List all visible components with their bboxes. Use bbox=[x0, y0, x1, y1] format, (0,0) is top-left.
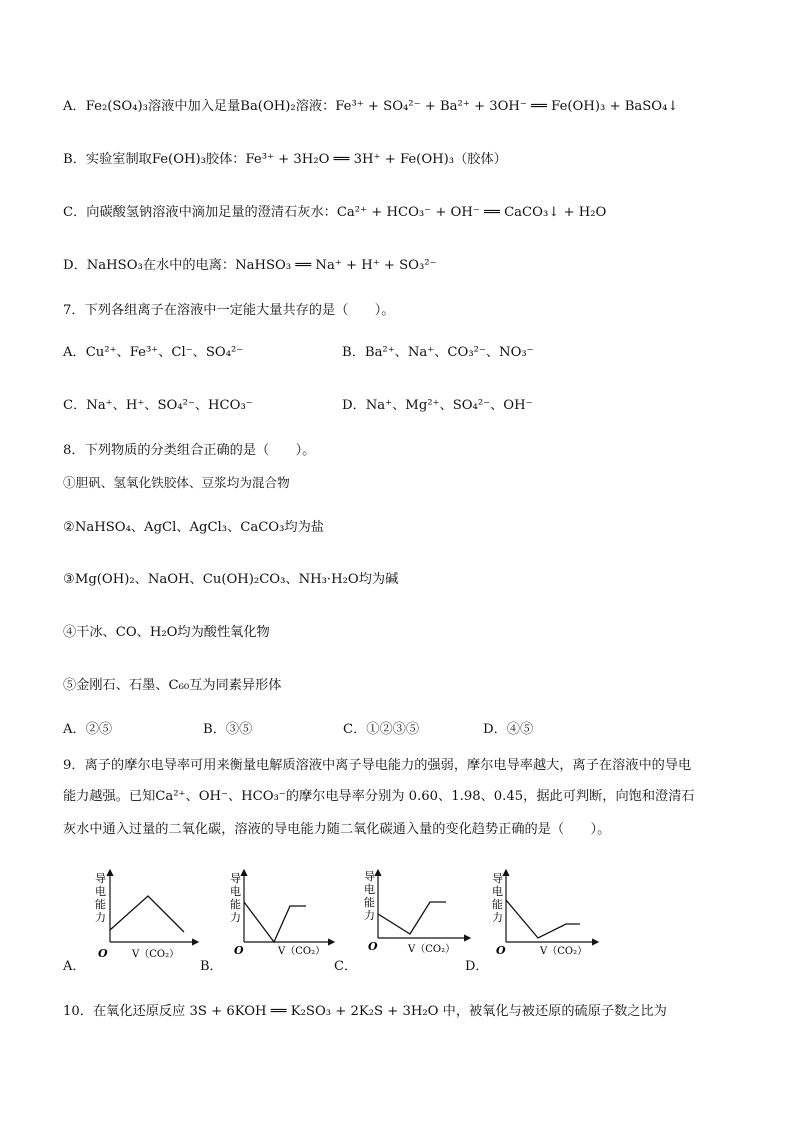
ylabel-1: 电 bbox=[492, 885, 503, 898]
ylabel-0: 导 bbox=[364, 870, 375, 883]
xlabel: V（CO₂） bbox=[540, 946, 588, 957]
q9-line-3: 灰水中通入过量的二氧化碳，溶液的导电能力随二氧化碳通入量的变化趋势正确的是（ ）。 bbox=[63, 822, 611, 837]
curve bbox=[244, 902, 306, 942]
ylabel-0: 导 bbox=[230, 872, 241, 885]
q9-label-d: D． bbox=[465, 959, 489, 974]
q8-item-1: ①胆矾、氢氧化铁胶体、豆浆均为混合物 bbox=[63, 475, 290, 490]
q8-item-3: ③Mg(OH)₂、NaOH、Cu(OH)₂CO₃、NH₃·H₂O均为碱 bbox=[63, 572, 399, 587]
curve bbox=[378, 902, 446, 934]
ylabel-2: 能 bbox=[492, 898, 503, 911]
q9-line-1: 9．离子的摩尔电导率可用来衡量电解质溶液中离子导电能力的强弱，摩尔电导率越大，离子在溶液中的导电 bbox=[63, 758, 692, 773]
q8-item-2: ②NaHSO₄、AgCl、AgCl₃、CaCO₃均为盐 bbox=[63, 520, 324, 535]
q8-item-5: ⑤金刚石、石墨、C₆₀互为同素异形体 bbox=[63, 678, 282, 693]
q9-label-c: C． bbox=[334, 959, 357, 974]
q9-graph-c bbox=[364, 862, 474, 962]
ylabel-3: 力 bbox=[364, 909, 375, 922]
origin: O bbox=[98, 947, 108, 960]
q9-graph-d-svg bbox=[492, 862, 602, 962]
q8-item-4: ④干冰、CO、H₂O均为酸性氧化物 bbox=[63, 625, 270, 640]
q9-label-b: B． bbox=[200, 959, 223, 974]
origin: O bbox=[234, 944, 244, 957]
q8-option-c: C．①②③⑤ bbox=[343, 722, 420, 737]
curve bbox=[506, 900, 580, 938]
q9-graph-c-svg bbox=[364, 862, 474, 962]
ylabel-1: 电 bbox=[95, 885, 106, 898]
ylabel-1: 电 bbox=[230, 885, 241, 898]
q7-option-d: D．Na⁺、Mg²⁺、SO₄²⁻、OH⁻ bbox=[342, 398, 533, 413]
q9-graph-a bbox=[92, 862, 202, 962]
ylabel-2: 能 bbox=[230, 898, 241, 911]
ylabel-1: 电 bbox=[364, 883, 375, 896]
q7-stem: 7．下列各组离子在溶液中一定能大量共存的是（ ）。 bbox=[63, 303, 395, 318]
ylabel-0: 导 bbox=[95, 872, 106, 885]
q9-graph-d bbox=[492, 862, 602, 962]
ylabel-3: 力 bbox=[95, 911, 106, 924]
q6-option-c: C．向碳酸氢钠溶液中滴加足量的澄清石灰水：Ca²⁺ + HCO₃⁻ + OH⁻ ══ CaCO₃↓ + H₂O bbox=[63, 205, 607, 220]
ylabel-3: 力 bbox=[230, 911, 241, 924]
q6-option-d: D．NaHSO₃在水中的电离：NaHSO₃ ══ Na⁺ + H⁺ + SO₃²⁻ bbox=[63, 258, 437, 273]
q6-option-a: A．Fe₂(SO₄)₃溶液中加入足量Ba(OH)₂溶液：Fe³⁺ + SO₄²⁻ + Ba²⁺ + 3OH⁻ ══ Fe(OH)₃ + BaSO₄↓ bbox=[63, 99, 679, 114]
q9-line-2: 能力越强。已知Ca²⁺、OH⁻、HCO₃⁻的摩尔电导率分别为 0.60、1.98、0.45，据此可判断，向饱和澄清石 bbox=[63, 789, 695, 804]
q10-stem: 10．在氧化还原反应 3S + 6KOH ══ K₂SO₃ + 2K₂S + 3H₂O 中，被氧化与被还原的硫原子数之比为 bbox=[63, 1004, 667, 1019]
origin: O bbox=[368, 940, 378, 953]
ylabel-2: 能 bbox=[364, 896, 375, 909]
q8-stem: 8．下列物质的分类组合正确的是（ ）。 bbox=[63, 443, 316, 458]
ylabel-3: 力 bbox=[492, 911, 503, 924]
q8-option-a: A．②⑤ bbox=[63, 722, 113, 737]
q9-graph-a-svg bbox=[92, 862, 202, 962]
q7-option-b: B．Ba²⁺、Na⁺、CO₃²⁻、NO₃⁻ bbox=[342, 345, 534, 360]
q8-option-d: D．④⑤ bbox=[483, 722, 534, 737]
q7-option-c: C．Na⁺、H⁺、SO₄²⁻、HCO₃⁻ bbox=[63, 398, 253, 413]
q8-option-b: B．③⑤ bbox=[203, 722, 253, 737]
q6-option-b: B．实验室制取Fe(OH)₃胶体：Fe³⁺ + 3H₂O ══ 3H⁺ + Fe(OH)₃（胶体） bbox=[63, 152, 507, 167]
curve bbox=[110, 896, 184, 932]
q9-label-a: A． bbox=[63, 959, 86, 974]
q7-option-a: A．Cu²⁺、Fe³⁺、Cl⁻、SO₄²⁻ bbox=[63, 345, 244, 360]
q9-graph-b bbox=[230, 862, 340, 962]
origin: O bbox=[496, 944, 506, 957]
xlabel: V（CO₂） bbox=[278, 946, 326, 957]
xlabel: V（CO₂） bbox=[132, 949, 180, 960]
xlabel: V（CO₂） bbox=[408, 944, 456, 955]
q9-graph-b-svg bbox=[230, 862, 340, 962]
ylabel-0: 导 bbox=[492, 872, 503, 885]
ylabel-2: 能 bbox=[95, 898, 106, 911]
